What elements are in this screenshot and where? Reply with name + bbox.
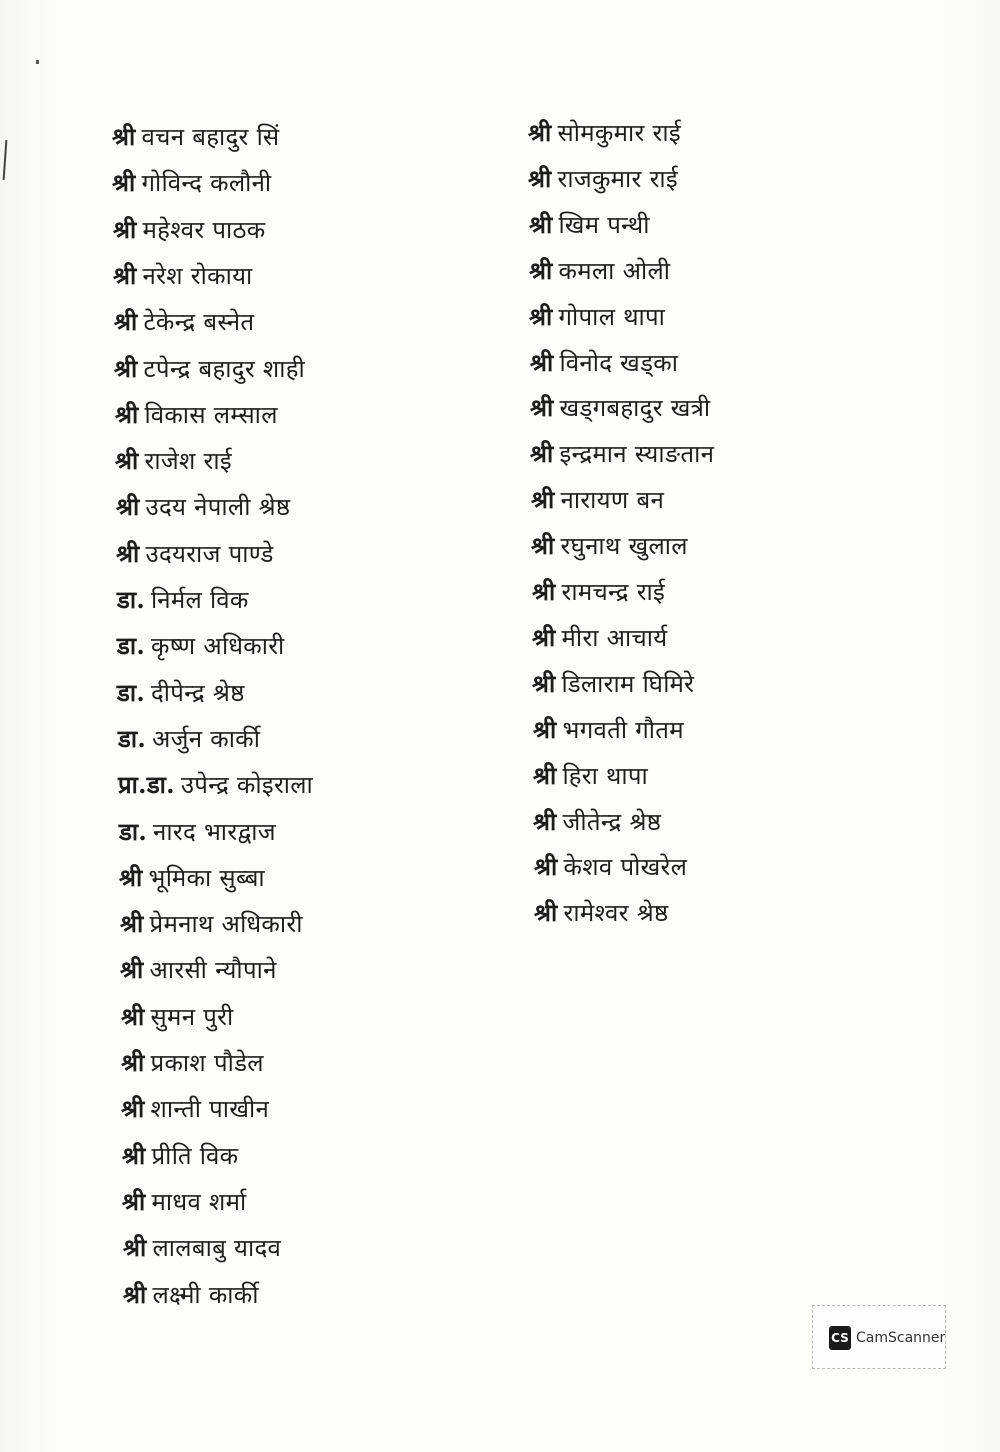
honorific: श्री	[532, 622, 556, 652]
honorific: डा.	[117, 585, 146, 614]
name-entry	[533, 807, 661, 837]
person-name: टपेन्द्र बहादुर शाही	[143, 354, 305, 383]
name-entry	[120, 909, 303, 939]
person-name: प्रेमनाथ अधिकारी	[149, 910, 303, 939]
honorific: श्री	[532, 577, 556, 606]
person-name: सोमकुमार राई	[557, 119, 681, 147]
name-entry	[119, 863, 265, 893]
name-entry	[530, 439, 714, 469]
name-entry	[534, 898, 668, 928]
name-entry	[123, 1280, 259, 1310]
name-entry	[112, 122, 279, 152]
name-entry	[115, 446, 232, 476]
name-entry	[529, 256, 670, 286]
honorific: श्री	[113, 260, 137, 290]
person-name: जीतेन्द्र श्रेष्ठ	[562, 807, 662, 836]
person-name: प्रकाश पौडेल	[150, 1049, 264, 1077]
name-entry	[528, 164, 678, 194]
name-entry	[117, 631, 285, 661]
person-name: लालबाबु यादव	[152, 1234, 282, 1263]
person-name: आरसी न्यौपाने	[149, 956, 277, 985]
person-name: विनोद खड्का	[559, 348, 679, 377]
name-entry	[123, 1233, 281, 1263]
person-name: अर्जुन कार्की	[152, 724, 261, 753]
honorific: श्री	[529, 209, 553, 239]
name-entry	[121, 1002, 234, 1032]
honorific: श्री	[533, 760, 557, 790]
name-entry	[116, 539, 274, 569]
honorific: श्री	[120, 909, 144, 939]
honorific: श्री	[121, 1094, 145, 1124]
name-entry	[532, 577, 665, 607]
name-entry	[113, 261, 253, 291]
name-entry	[112, 168, 271, 198]
person-name: खड्गबहादुर खत्री	[559, 394, 711, 423]
person-name: रघुनाथ खुलाल	[560, 532, 688, 561]
honorific: श्री	[122, 1186, 146, 1216]
name-entry	[532, 623, 667, 653]
name-entry	[122, 1187, 247, 1217]
name-entry	[122, 1141, 238, 1171]
camscanner-label: CamScanner	[856, 1330, 946, 1346]
person-name: शान्ती पाखीन	[150, 1095, 270, 1124]
honorific: श्री	[119, 862, 143, 892]
honorific: श्री	[532, 668, 556, 698]
person-name: गोविन्द कलौनी	[141, 169, 272, 198]
name-entry	[115, 400, 278, 430]
honorific: श्री	[531, 531, 555, 561]
person-name: इन्द्रमान स्याङतान	[559, 440, 715, 469]
honorific: श्री	[116, 492, 140, 522]
name-entry	[114, 354, 305, 384]
honorific: श्री	[122, 1140, 146, 1170]
name-entry	[119, 817, 276, 847]
honorific: श्री	[120, 955, 144, 985]
person-name: टेकेन्द्र बस्नेत	[143, 308, 255, 337]
person-name: प्रीति विक	[151, 1141, 239, 1170]
person-name: उदय नेपाली श्रेष्ठ	[145, 493, 291, 522]
name-entry	[118, 770, 313, 800]
honorific: श्री	[529, 255, 553, 285]
honorific: श्री	[112, 168, 136, 198]
name-entry	[113, 215, 266, 245]
name-entry	[532, 669, 694, 699]
person-name: केशव पोखरेल	[563, 853, 688, 882]
name-entry	[530, 348, 678, 378]
person-name: राजकुमार राई	[557, 164, 679, 193]
honorific: प्रा.डा.	[118, 770, 175, 800]
person-name: डिलाराम घिमिरे	[561, 669, 695, 698]
honorific: श्री	[123, 1233, 147, 1263]
person-name: राजेश राई	[144, 447, 232, 476]
honorific: श्री	[123, 1279, 147, 1309]
honorific: डा.	[117, 631, 146, 661]
honorific: श्री	[530, 347, 554, 377]
name-entry	[120, 955, 277, 985]
honorific: डा.	[119, 816, 148, 846]
name-entry	[529, 210, 650, 240]
honorific: श्री	[115, 446, 139, 476]
honorific: श्री	[115, 399, 139, 429]
honorific: श्री	[529, 301, 553, 331]
person-name: रामचन्द्र राई	[561, 578, 666, 606]
honorific: श्री	[528, 118, 552, 147]
name-entry	[533, 715, 684, 745]
person-name: विकास लम्साल	[144, 400, 278, 429]
person-name: हिरा थापा	[562, 761, 649, 790]
name-entry	[531, 531, 688, 561]
scan-edge-mark	[3, 140, 8, 180]
honorific: डा.	[118, 723, 147, 753]
name-entry	[528, 118, 681, 148]
name-entry	[121, 1094, 269, 1124]
name-entry	[529, 302, 665, 332]
honorific: श्री	[113, 214, 137, 244]
name-entry	[118, 724, 260, 754]
honorific: श्री	[531, 485, 555, 515]
honorific: श्री	[121, 1001, 145, 1031]
name-entry	[534, 852, 687, 882]
person-name: माधव शर्मा	[151, 1187, 247, 1216]
person-name: कमला ओली	[558, 256, 671, 285]
person-name: मीरा आचार्य	[561, 623, 668, 652]
person-name: वचन बहादुर सिं	[141, 123, 280, 151]
person-name: भूमिका सुब्बा	[148, 863, 265, 892]
person-name: खिम पन्थी	[558, 210, 650, 239]
honorific: श्री	[530, 393, 554, 423]
honorific: श्री	[121, 1048, 145, 1077]
name-entry	[531, 485, 664, 515]
honorific: श्री	[114, 353, 138, 383]
person-name: रामेश्वर श्रेष्ठ	[563, 899, 669, 928]
honorific: श्री	[112, 122, 136, 151]
person-name: नरेश रोकाया	[142, 261, 253, 290]
person-name: महेश्वर पाठक	[142, 215, 266, 244]
honorific: श्री	[528, 163, 552, 193]
name-entry	[116, 492, 290, 522]
person-name: गोपाल थापा	[558, 302, 666, 331]
name-entry	[121, 1048, 264, 1078]
honorific: श्री	[533, 714, 557, 744]
person-name: उपेन्द्र कोइराला	[180, 771, 314, 800]
honorific: श्री	[534, 898, 558, 928]
person-name: दीपेन्द्र श्रेष्ठ	[151, 678, 245, 707]
person-name: निर्मल विक	[151, 586, 249, 614]
name-entry	[533, 761, 648, 791]
name-entry	[114, 307, 254, 337]
person-name: नारद भारद्वाज	[153, 817, 276, 846]
person-name: भगवती गौतम	[562, 715, 684, 744]
honorific: श्री	[116, 538, 140, 568]
honorific: श्री	[530, 439, 554, 469]
person-name: उदयराज पाण्डे	[145, 539, 274, 568]
name-entry	[117, 678, 245, 708]
scan-speck	[36, 60, 39, 64]
honorific: डा.	[117, 677, 146, 707]
name-entry	[117, 585, 249, 615]
camscanner-watermark	[812, 1305, 946, 1369]
honorific: श्री	[533, 806, 557, 836]
camscanner-logo-icon: CS	[829, 1326, 851, 1350]
honorific: श्री	[114, 307, 138, 337]
person-name: सुमन पुरी	[150, 1002, 234, 1031]
person-name: लक्ष्मी कार्की	[152, 1280, 259, 1309]
honorific: श्री	[534, 852, 558, 882]
person-name: कृष्ण अधिकारी	[151, 632, 285, 661]
person-name: नारायण बन	[560, 486, 665, 515]
name-entry	[530, 393, 710, 423]
